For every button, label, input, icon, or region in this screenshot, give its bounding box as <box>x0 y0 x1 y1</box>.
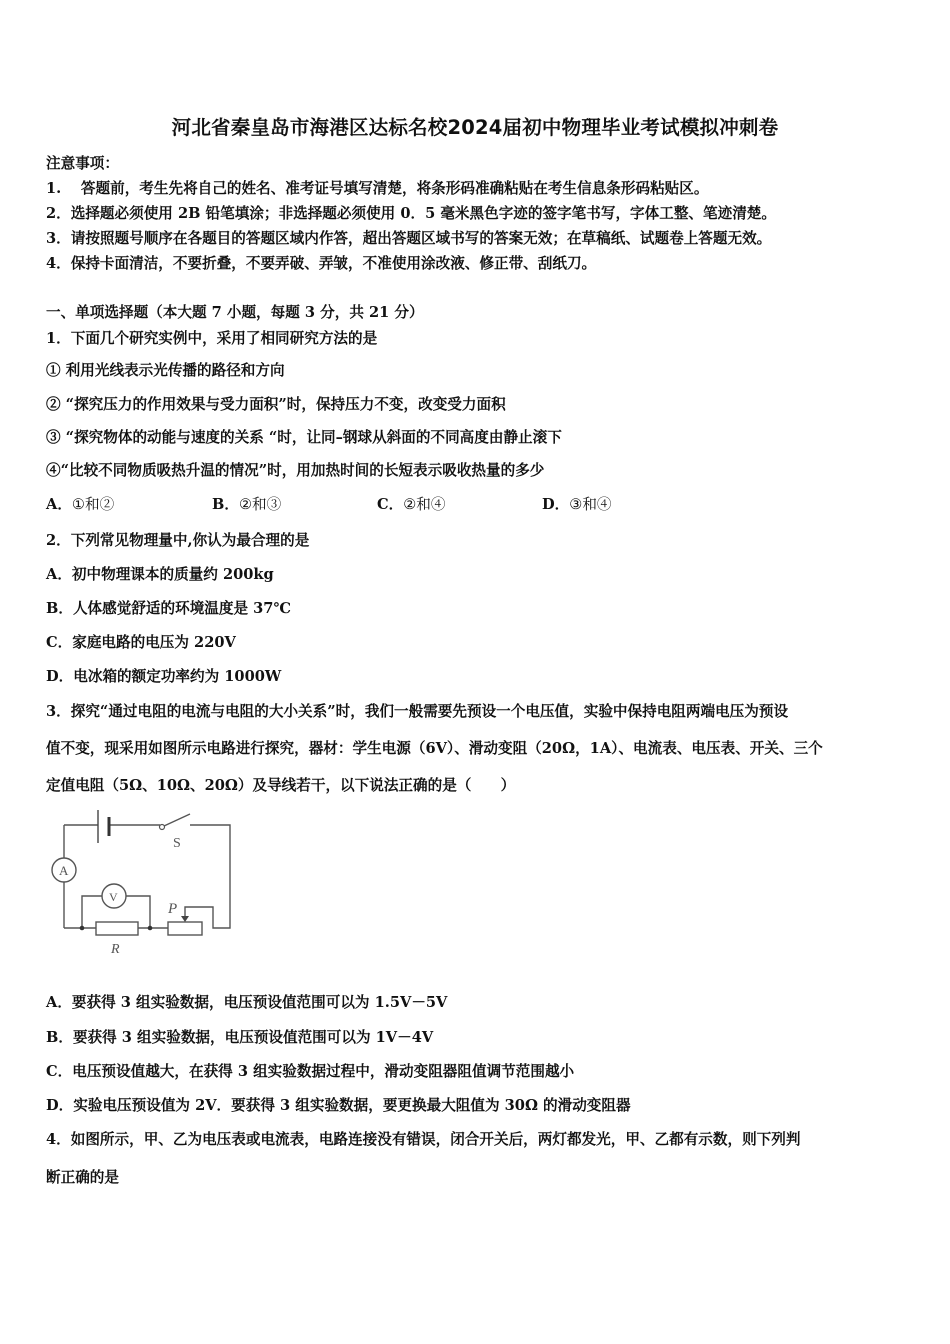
option-key: C． <box>46 1063 73 1080</box>
circuit-diagram <box>40 800 250 965</box>
question-3-stem-line-2: 值不变，现采用如图所示电路进行探究，器材：学生电源（6V）、滑动变阻（20Ω，1A）、电流表、电压表、开关、三个 <box>46 740 823 757</box>
question-1-statement-1: ① 利用光线表示光传播的路径和方向 <box>46 362 285 379</box>
question-1-statement-2: ② “探究压力的作用效果与受力面积”时，保持压力不变，改变受力面积 <box>46 396 506 413</box>
question-3-option-d[interactable] <box>46 1094 631 1115</box>
option-key: A． <box>46 566 72 583</box>
resistor-icon <box>96 922 138 935</box>
question-3-option-b[interactable] <box>46 1026 433 1047</box>
slider-arrow-icon <box>181 916 189 922</box>
notice-item-3: 3．请按照题号顺序在各题目的答题区域内作答，超出答题区域书写的答案无效；在草稿纸、试题卷上答题无效。 <box>46 230 772 247</box>
question-3-stem-line-1: 3．探究“通过电阻的电流与电阻的大小关系”时，我们一般需要先预设一个电压值，实验中保持电阻两端电压为预设 <box>46 703 789 720</box>
question-1-stem: 1．下面几个研究实例中，采用了相同研究方法的是 <box>46 330 378 347</box>
junction-dot <box>80 926 85 931</box>
question-3-stem-line-3: 定值电阻（5Ω、10Ω、20Ω）及导线若干，以下说法正确的是（ ） <box>46 777 516 794</box>
resistor-label: R <box>111 942 120 957</box>
option-text: 要获得 3 组实验数据，电压预设值范围可以为 1V－4V <box>72 1029 434 1046</box>
ammeter-label: A <box>59 863 69 878</box>
option-key: A． <box>46 496 72 513</box>
question-2-stem: 2．下列常见物理量中,你认为最合理的是 <box>46 532 310 549</box>
page-title: 河北省秦皇岛市海港区达标名校2024届初中物理毕业考试模拟冲刺卷 <box>171 116 779 139</box>
rheostat-icon <box>168 922 202 935</box>
notice-item-4: 4．保持卡面清洁，不要折叠，不要弄破、弄皱，不准使用涂改液、修正带、刮纸刀。 <box>46 255 597 272</box>
option-text: 要获得 3 组实验数据，电压预设值范围可以为 1.5V－5V <box>71 994 448 1011</box>
question-2-option-d[interactable] <box>46 665 281 686</box>
slider-label: P <box>168 901 178 917</box>
notice-item-1: 1. 答题前，考生先将自己的姓名、准考证号填写清楚，将条形码准确粘贴在考生信息条形码粘贴区。 <box>46 180 709 197</box>
option-text: 初中物理课本的质量约 200kg <box>71 566 274 583</box>
question-1-option-b[interactable] <box>212 493 281 514</box>
option-text: ②和④ <box>403 496 446 513</box>
voltmeter-label: V <box>109 890 118 904</box>
option-text: 人体感觉舒适的环境温度是 37℃ <box>72 600 291 617</box>
question-1-statement-3: ③ “探究物体的动能与速度的关系 “时，让同–钢球从斜面的不同高度由静止滚下 <box>46 429 562 446</box>
junction-dot <box>148 926 153 931</box>
notice-heading: 注意事项： <box>46 155 119 172</box>
option-text: ①和② <box>71 496 115 513</box>
question-2-option-b[interactable] <box>46 597 291 618</box>
option-key: D． <box>46 1097 74 1114</box>
option-text: 电冰箱的额定功率约为 1000W <box>73 668 282 685</box>
question-1-statement-4: ④“比较不同物质吸热升温的情况”时，用加热时间的长短表示吸收热量的多少 <box>46 462 545 479</box>
option-key: D． <box>542 496 570 513</box>
switch-pivot <box>160 825 165 830</box>
question-2-option-a[interactable] <box>46 563 274 584</box>
section-heading: 一、单项选择题（本大题 7 小题，每题 3 分，共 21 分） <box>46 304 424 321</box>
notice-item-2: 2．选择题必须使用 2B 铅笔填涂；非选择题必须使用 0．5 毫米黑色字迹的签字笔书写，字体工整、笔迹清楚。 <box>46 205 776 222</box>
question-2-option-c[interactable] <box>46 631 236 652</box>
option-key: B． <box>46 1029 73 1046</box>
switch-label: S <box>173 836 181 851</box>
option-text: 家庭电路的电压为 220V <box>72 634 236 651</box>
option-key: B． <box>46 600 73 617</box>
question-1-options <box>46 493 666 515</box>
option-text: ②和③ <box>238 496 282 513</box>
option-key: B． <box>212 496 239 513</box>
question-3-option-a[interactable] <box>46 991 447 1012</box>
option-text: 电压预设值越大，在获得 3 组实验数据过程中，滑动变阻器阻值调节范围越小 <box>72 1063 575 1080</box>
option-text: 实验电压预设值为 2V．要获得 3 组实验数据，要更换最大阻值为 30Ω 的滑动变阻器 <box>73 1097 631 1114</box>
question-4-stem-line-1: 4．如图所示，甲、乙为电压表或电流表，电路连接没有错误，闭合开关后，两灯都发光，甲、乙都有示数，则下列判 <box>46 1131 801 1148</box>
option-key: D． <box>46 668 74 685</box>
question-1-option-d[interactable] <box>542 493 612 514</box>
question-1-option-a[interactable] <box>46 493 114 514</box>
question-3-option-c[interactable] <box>46 1060 574 1081</box>
option-key: C． <box>377 496 404 513</box>
option-text: ③和④ <box>569 496 612 513</box>
option-key: C． <box>46 634 73 651</box>
question-1-option-c[interactable] <box>377 493 446 514</box>
question-4-stem-line-2: 断正确的是 <box>46 1169 119 1186</box>
option-key: A． <box>46 994 72 1011</box>
